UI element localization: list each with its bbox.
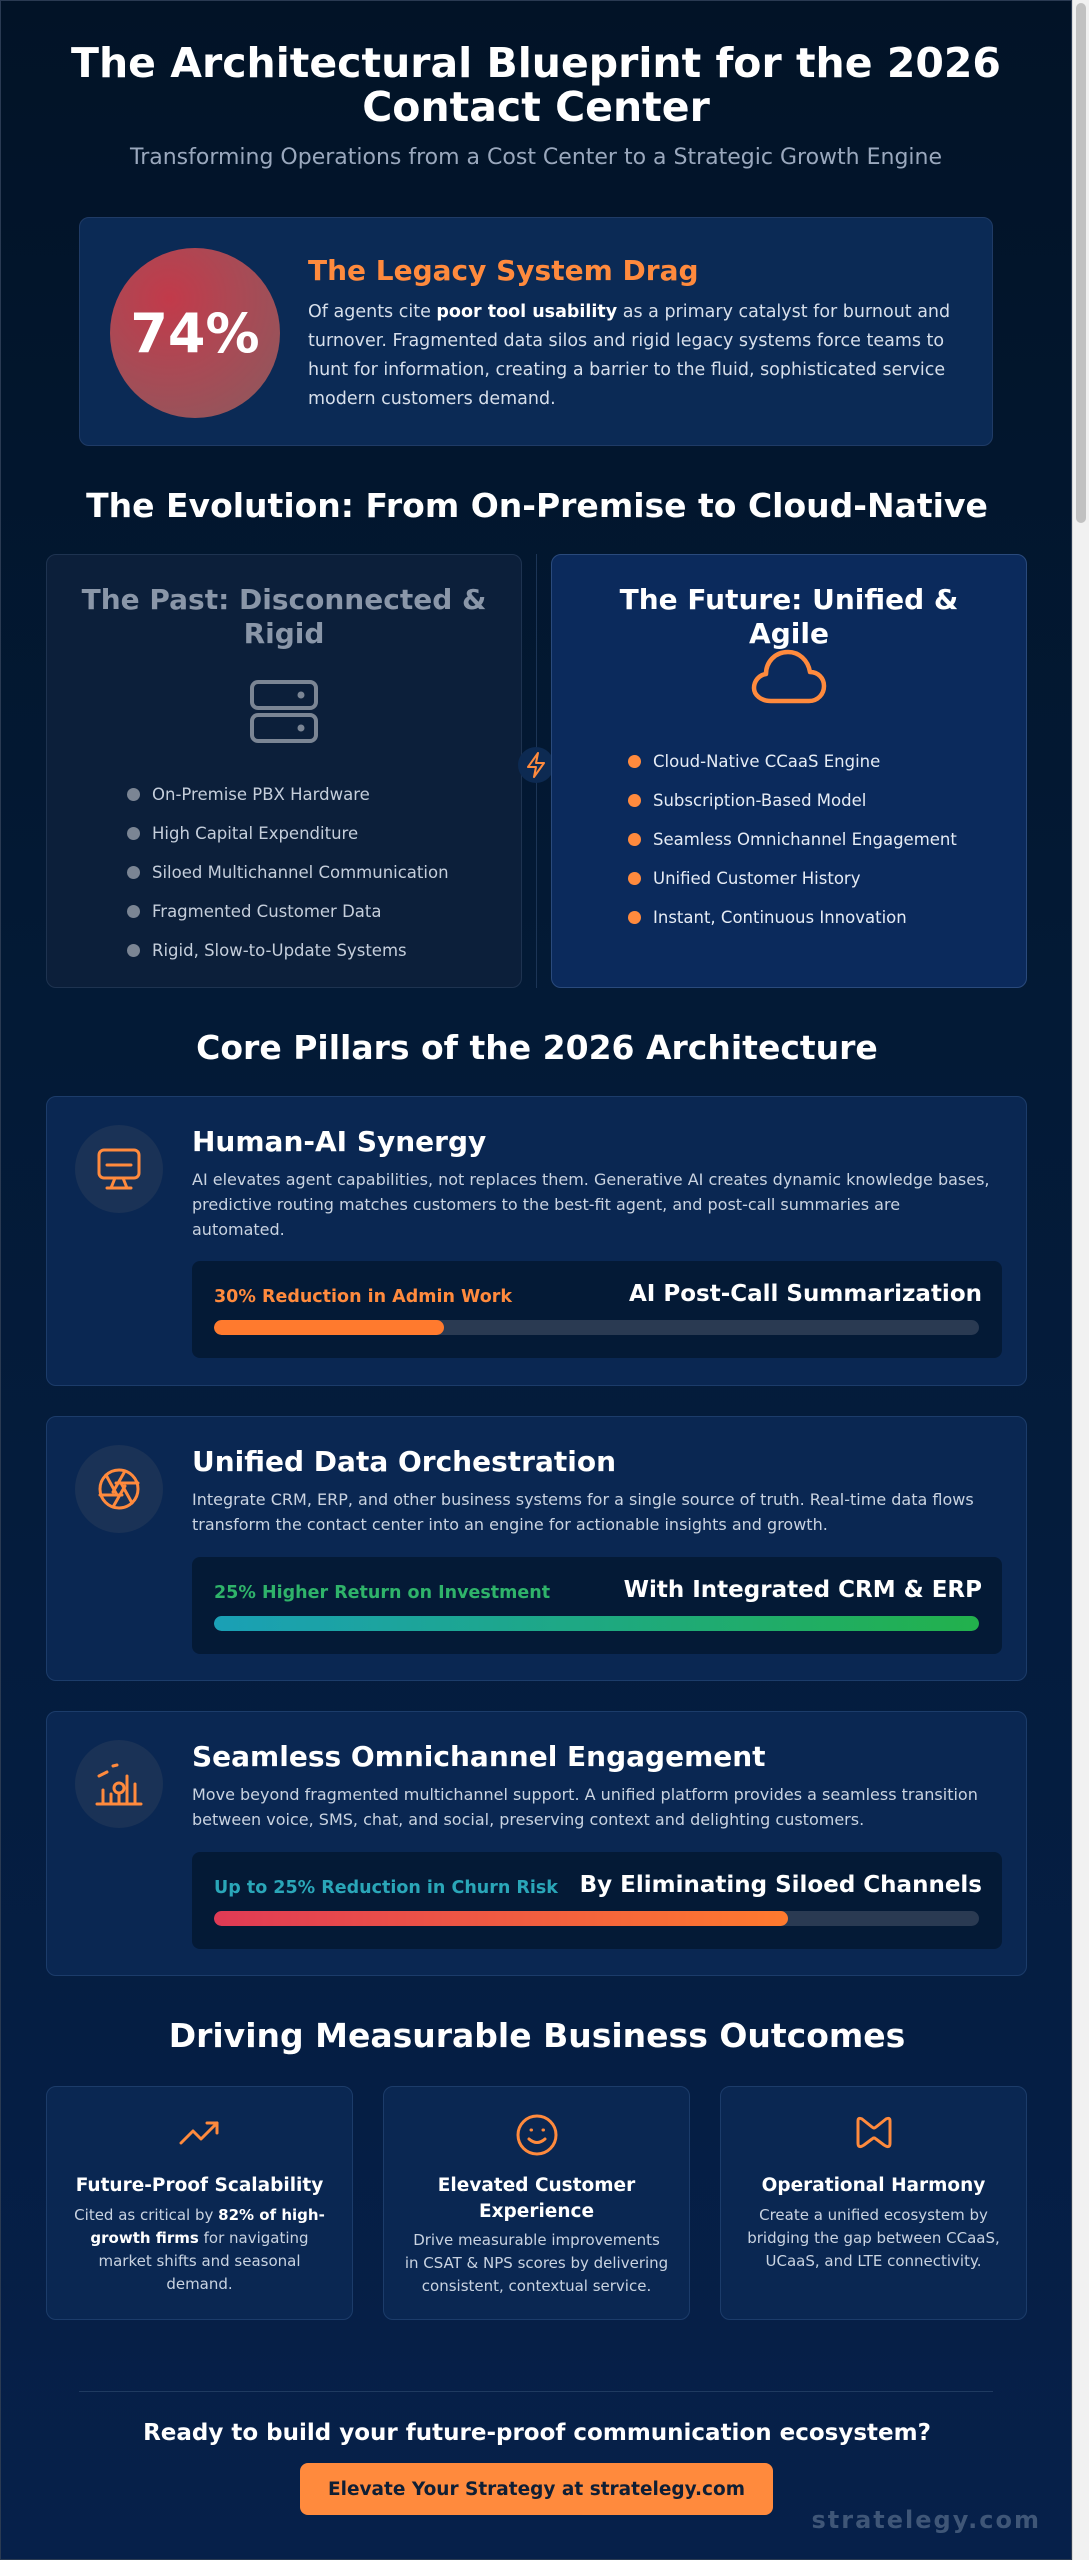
list-item-label: On-Premise PBX Hardware [152, 785, 370, 804]
pillar-card-human-ai [46, 1096, 1027, 1386]
metric-panel [192, 1557, 1002, 1654]
future-title: The Future: Unified & Agile [619, 583, 959, 650]
outcome-card-scalability [46, 2086, 353, 2320]
monitor-icon [75, 1125, 163, 1213]
outcome-card-customer-experience [383, 2086, 690, 2320]
footer-divider [79, 2391, 993, 2392]
trending-up-icon [179, 2117, 221, 2151]
cloud-icon [751, 647, 827, 711]
bullet-dot [127, 866, 140, 879]
stat-body-emphasis: poor tool usability [436, 302, 618, 322]
outcome-body [47, 2204, 352, 2296]
bullet-dot [127, 944, 140, 957]
past-card [46, 554, 522, 988]
lightning-icon [518, 747, 554, 783]
metric-label: Up to 25% Reduction in Churn Risk [214, 1878, 558, 1898]
pillar-title: Human-AI Synergy [192, 1125, 487, 1158]
future-list [628, 742, 957, 937]
list-item [127, 853, 449, 892]
brand-watermark: stratelegy.com [811, 2506, 1041, 2534]
list-item [628, 898, 957, 937]
outcome-body-emphasis: 82% of high-growth firms [90, 2206, 325, 2247]
bullet-dot [628, 872, 641, 885]
stat-body-text-end: as a primary catalyst for burnout and turnover. Fragmented data silos and rigid legacy systems force teams to hunt for information, creating a barrier to the fluid, sophisticated service modern customers demand. [308, 302, 951, 409]
progress-track [214, 1911, 979, 1926]
legacy-stat-card [79, 217, 993, 446]
server-icon [248, 679, 320, 749]
vertical-scrollbar[interactable] [1072, 0, 1089, 2560]
metric-panel [192, 1261, 1002, 1358]
pillar-body: Move beyond fragmented multichannel support. A unified platform provides a seamless transition between voice, SMS, chat, and social, preserving context and delighting customers. [192, 1785, 978, 1829]
list-item-label: High Capital Expenditure [152, 824, 359, 843]
list-item [628, 742, 957, 781]
list-item [127, 814, 449, 853]
cta-button[interactable]: Elevate Your Strategy at stratelegy.com [300, 2463, 773, 2515]
list-item-label: Cloud-Native CCaaS Engine [653, 752, 881, 771]
metric-label: 25% Higher Return on Investment [214, 1583, 551, 1603]
outcome-body-text: Cited as critical by [74, 2206, 219, 2224]
progress-fill [214, 1616, 979, 1631]
outcome-body: Create a unified ecosystem by bridging the gap between CCaaS, UCaaS, and LTE connectivity. [747, 2206, 1000, 2270]
list-item-label: Fragmented Customer Data [152, 902, 382, 921]
metric-caption: AI Post-Call Summarization [628, 1281, 982, 1307]
outcome-title: Elevated Customer Experience [437, 2175, 636, 2222]
stat-title: The Legacy System Drag [308, 254, 699, 287]
list-item-label: Rigid, Slow-to-Update Systems [152, 941, 407, 960]
metric-caption: By Eliminating Siloed Channels [579, 1872, 982, 1898]
list-item [628, 781, 957, 820]
pillar-card-omnichannel [46, 1711, 1027, 1976]
outcomes-section-title: Driving Measurable Business Outcomes [168, 2016, 906, 2055]
bullet-dot [628, 794, 641, 807]
pillar-title: Seamless Omnichannel Engagement [192, 1740, 766, 1773]
list-item-label: Subscription-Based Model [653, 791, 867, 810]
page-title: The Architectural Blueprint for the 2026 Contact Center [71, 39, 1001, 131]
map-icon [852, 2113, 896, 2157]
past-title: The Past: Disconnected & Rigid [81, 583, 487, 650]
stat-body-text: Of agents cite [308, 302, 437, 322]
outcome-card-operational-harmony [720, 2086, 1027, 2320]
bullet-dot [628, 755, 641, 768]
scrollbar-thumb[interactable] [1076, 3, 1086, 523]
bullet-dot [127, 905, 140, 918]
list-item-label: Siloed Multichannel Communication [152, 863, 449, 882]
list-item [127, 892, 449, 931]
pillars-section-title: Core Pillars of the 2026 Architecture [196, 1028, 878, 1067]
metric-panel [192, 1852, 1002, 1949]
past-list [127, 775, 449, 970]
aperture-icon [75, 1445, 163, 1533]
progress-fill [214, 1320, 444, 1335]
evolution-section-title: The Evolution: From On-Premise to Cloud-Native [86, 486, 988, 525]
future-card [551, 554, 1027, 988]
list-item-label: Instant, Continuous Innovation [653, 908, 907, 927]
list-item [127, 775, 449, 814]
stat-circle: 74% [110, 248, 280, 418]
progress-track [214, 1320, 979, 1335]
page-subtitle: Transforming Operations from a Cost Center to a Strategic Growth Engine [129, 145, 942, 170]
factory-chart-icon [75, 1740, 163, 1828]
bullet-dot [628, 911, 641, 924]
list-item-label: Unified Customer History [653, 869, 861, 888]
list-item [628, 820, 957, 859]
pillar-title: Unified Data Orchestration [192, 1445, 617, 1478]
progress-fill [214, 1911, 788, 1926]
list-item-label: Seamless Omnichannel Engagement [653, 830, 957, 849]
outcome-body: Drive measurable improvements in CSAT & NPS scores by delivering consistent, contextual service. [404, 2231, 669, 2295]
bullet-dot [628, 833, 641, 846]
metric-caption: With Integrated CRM & ERP [623, 1577, 982, 1603]
bullet-dot [127, 827, 140, 840]
stat-body [308, 298, 968, 414]
cta-title: Ready to build your future-proof communication ecosystem? [143, 2420, 931, 2446]
metric-label: 30% Reduction in Admin Work [214, 1287, 512, 1307]
outcome-title: Operational Harmony [761, 2175, 986, 2196]
pillar-card-data [46, 1416, 1027, 1681]
bullet-dot [127, 788, 140, 801]
pillar-body: Integrate CRM, ERP, and other business systems for a single source of truth. Real-time data flows transform the contact center into an engine for actionable insights and growth. [192, 1490, 974, 1534]
outcome-title: Future-Proof Scalability [75, 2175, 324, 2196]
list-item [127, 931, 449, 970]
progress-track [214, 1616, 979, 1631]
outcome-body-text-end: for navigating market shifts and seasonal demand. [98, 2229, 309, 2293]
smile-icon [515, 2113, 559, 2161]
pillar-body: AI elevates agent capabilities, not replaces them. Generative AI creates dynamic knowledge bases, predictive routing matches customers to the best-fit agent, and post-call summaries are automated. [192, 1170, 990, 1239]
header [1, 1, 1071, 170]
list-item [628, 859, 957, 898]
